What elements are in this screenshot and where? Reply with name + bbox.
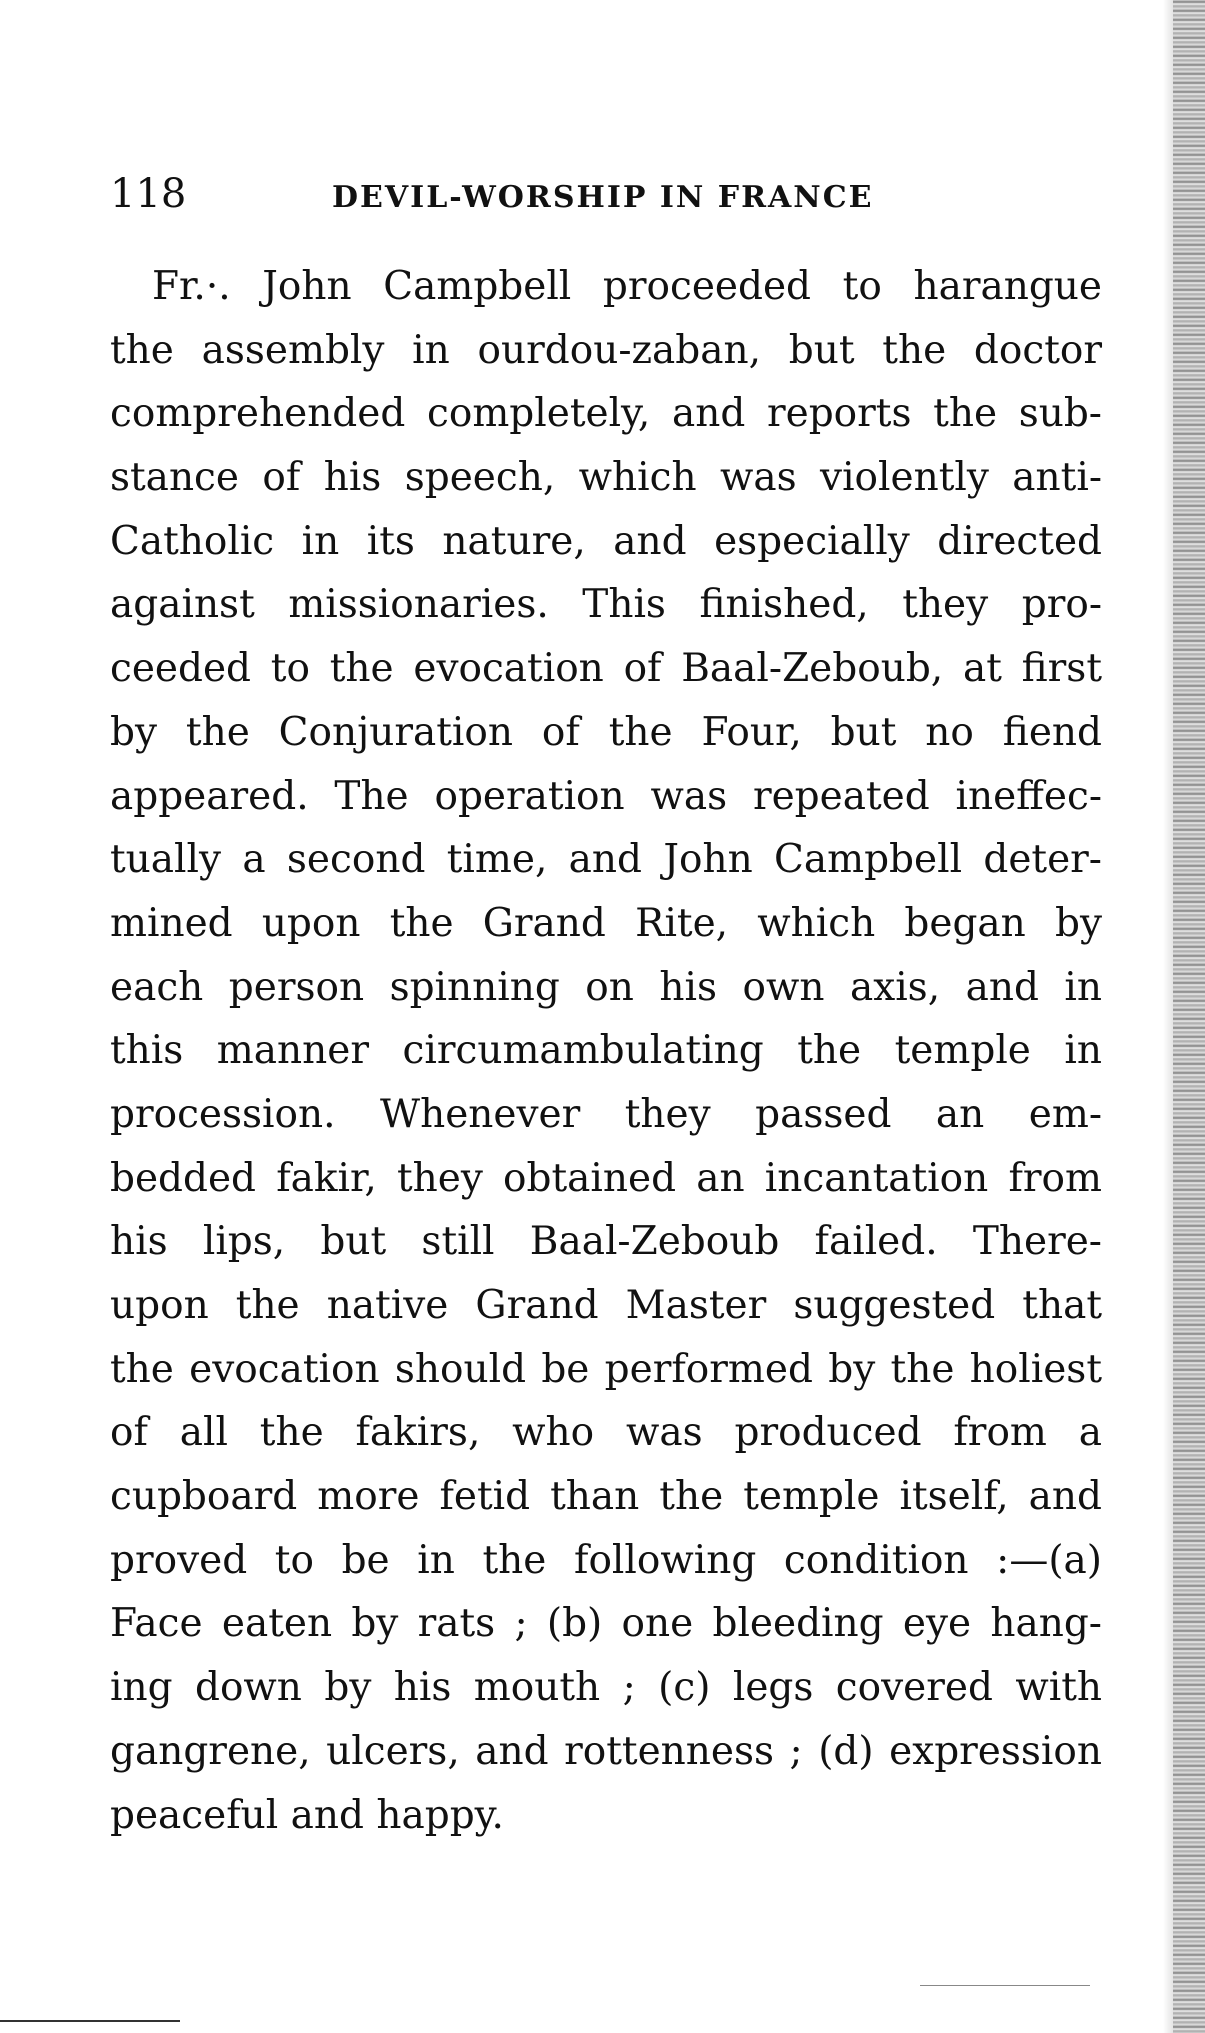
text-line-16: his lips, but still Baal-Zeboub failed. There- <box>110 1219 1102 1265</box>
body-text <box>110 255 1102 1847</box>
text-line-18: the evocation should be performed by the holiest <box>110 1346 1102 1392</box>
bottom-edge-rule <box>0 2020 180 2022</box>
text-line-12: each person spinning on his own axis, and in <box>110 964 1102 1010</box>
text-line-15: bedded fakir, they obtained an incantation from <box>110 1155 1102 1201</box>
text-line-14: procession. Whenever they passed an em- <box>110 1091 1102 1137</box>
text-line-19: of all the fakirs, who was produced from a <box>110 1410 1102 1456</box>
page-edge-scan-texture <box>1173 0 1205 2033</box>
text-line-20: cupboard more fetid than the temple itself, and <box>110 1474 1102 1520</box>
text-line-3: comprehended completely, and reports the sub- <box>110 391 1102 437</box>
text-line-21: proved to be in the following condition :—(a) <box>110 1537 1102 1583</box>
text-line-10: tually a second time, and John Campbell deter- <box>110 837 1102 883</box>
text-line-8: by the Conjuration of the Four, but no fiend <box>110 709 1102 755</box>
text-line-22: Face eaten by rats ; (b) one bleeding eye hang- <box>110 1601 1102 1647</box>
text-line-7: ceeded to the evocation of Baal-Zeboub, at first <box>110 646 1102 692</box>
text-line-1 <box>110 255 1102 319</box>
text-line-1-content: Fr.·. John Campbell proceeded to harangue <box>152 264 1102 309</box>
text-line-23: ing down by his mouth ; (c) legs covered with <box>110 1665 1102 1711</box>
page-number: 118 <box>110 171 187 217</box>
text-line-17: upon the native Grand Master suggested that <box>110 1283 1102 1328</box>
text-line-9: appeared. The operation was repeated ineffec- <box>110 773 1102 819</box>
text-line-6: against missionaries. This finished, they pro- <box>110 582 1102 628</box>
bottom-right-rule <box>920 1985 1090 1986</box>
running-head <box>110 166 1090 222</box>
page-edge-gradient <box>1163 0 1173 2033</box>
text-line-2: the assembly in ourdou-zaban, but the doctor <box>110 327 1102 373</box>
text-line-11: mined upon the Grand Rite, which began by <box>110 900 1102 946</box>
text-line-5: Catholic in its nature, and especially directed <box>110 518 1102 564</box>
text-line-25: peaceful and happy. <box>110 1792 504 1838</box>
running-title: DEVIL-WORSHIP IN FRANCE <box>332 180 874 215</box>
text-line-13: this manner circumambulating the temple in <box>110 1028 1102 1074</box>
text-line-24: gangrene, ulcers, and rottenness ; (d) expression <box>110 1728 1102 1774</box>
text-line-4: stance of his speech, which was violently anti- <box>110 455 1102 501</box>
